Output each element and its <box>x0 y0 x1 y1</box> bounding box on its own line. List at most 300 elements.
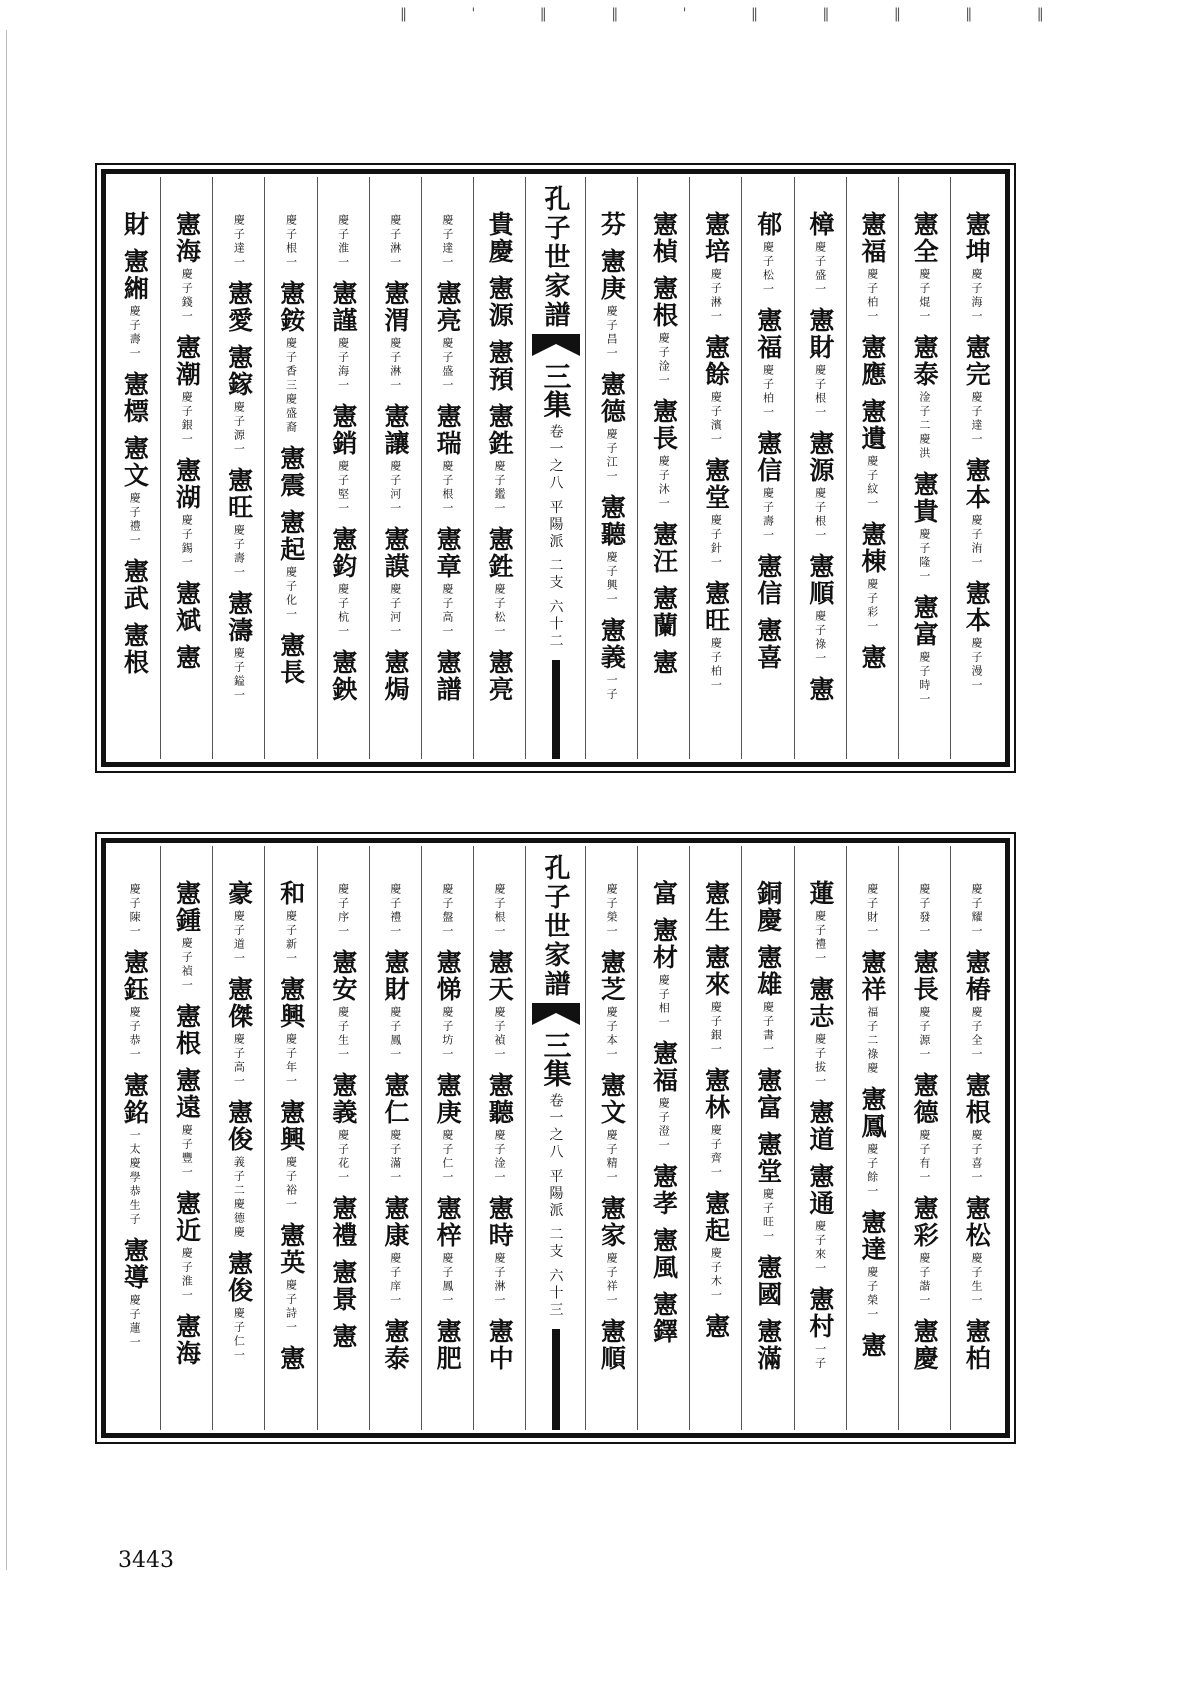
person-name: 憲 <box>172 644 202 671</box>
name-entry <box>911 1318 939 1372</box>
name-entry <box>121 1237 149 1350</box>
name-entry <box>277 976 305 1089</box>
chapter-info: 卷一之八 平陽派 二支 六十二 <box>547 424 564 651</box>
person-name: 憲瑞 <box>433 403 463 457</box>
genealogy-column <box>585 846 637 1430</box>
lineage-note: 慶子本一 <box>605 1006 619 1062</box>
lineage-note: 慶子盛一 <box>440 337 454 393</box>
person-name: 憲英 <box>276 1222 306 1276</box>
genealogy-column <box>950 177 1002 759</box>
lineage-note: 慶子時一 <box>917 651 931 707</box>
name-entry <box>963 457 991 570</box>
lineage-note: 慶子壽一 <box>128 305 142 361</box>
lineage-note: 慶子錫一 <box>180 514 194 570</box>
person-name: 憲鈺 <box>120 949 150 1003</box>
lineage-note: 慶子壽一 <box>232 524 246 580</box>
name-entry <box>232 211 245 270</box>
name-entry <box>650 1291 678 1345</box>
name-entry <box>329 1323 357 1350</box>
genealogy-column <box>160 846 212 1430</box>
person-name: 憲松 <box>962 1195 992 1249</box>
lineage-note: 慶子高一 <box>440 583 454 639</box>
lineage-note: 慶子淋一 <box>388 337 402 393</box>
name-entry <box>598 248 626 361</box>
name-entry <box>650 521 678 575</box>
person-name: 憲順 <box>597 1318 627 1372</box>
name-entry <box>486 1318 514 1372</box>
name-entry <box>650 275 678 388</box>
lineage-note: 慶子海一 <box>970 268 984 324</box>
name-entry <box>381 526 409 639</box>
person-name: 憲震 <box>276 445 306 499</box>
person-name: 憲銷 <box>328 403 358 457</box>
person-name: 憲財 <box>805 307 835 361</box>
lineage-note: 慶子淋一 <box>388 214 402 270</box>
person-name: 憲義 <box>328 1072 358 1126</box>
name-entry <box>381 949 409 1062</box>
person-name: 憲鉎 <box>485 403 515 457</box>
name-entry <box>858 398 886 511</box>
lineage-note: 慶子昌一 <box>605 305 619 361</box>
genealogy-column <box>898 177 950 759</box>
person-name: 憲道 <box>805 1099 835 1153</box>
person-name: 憲潮 <box>172 334 202 388</box>
lineage-note: 一子 <box>605 674 619 702</box>
lineage-note: 慶子蓮一 <box>128 1294 142 1350</box>
lineage-note: 慶子柏一 <box>709 637 723 693</box>
person-name: 憲仁 <box>380 1072 410 1126</box>
lineage-note: 慶子陳一 <box>128 883 142 939</box>
person-name: 憲志 <box>805 976 835 1030</box>
person-name: 憲風 <box>649 1227 679 1281</box>
name-entry <box>754 1254 782 1308</box>
name-entry <box>911 1072 939 1185</box>
name-entry <box>173 211 201 324</box>
genealogy-panel-bottom <box>95 832 1016 1444</box>
person-name: 憲家 <box>597 1195 627 1249</box>
name-entry <box>486 649 514 703</box>
lineage-note: 慶子全一 <box>970 1006 984 1062</box>
name-entry <box>329 1195 357 1249</box>
lineage-note: 慶子餘一 <box>865 1143 879 1199</box>
name-entry <box>121 558 149 612</box>
name-entry <box>918 880 931 939</box>
name-entry <box>381 1072 409 1185</box>
name-entry <box>911 594 939 707</box>
lineage-note: 慶子焜一 <box>917 268 931 324</box>
lineage-note: 慶子耀一 <box>970 883 984 939</box>
lineage-note: 慶子旺一 <box>761 1188 775 1244</box>
lineage-note: 福子二祿慶 <box>865 1006 879 1076</box>
person-name: 憲福 <box>857 211 887 265</box>
person-name: 憲堂 <box>701 457 731 511</box>
person-name: 憲柏 <box>962 1318 992 1372</box>
name-entry <box>121 949 149 1062</box>
person-name: 憲俊 <box>224 1099 254 1153</box>
person-name: 和 <box>276 880 306 907</box>
name-entry <box>277 445 305 499</box>
name-entry <box>277 1099 305 1212</box>
person-name: 憲財 <box>380 949 410 1003</box>
name-entry <box>121 371 149 425</box>
name-entry <box>754 1067 782 1121</box>
name-entry <box>754 1131 782 1244</box>
lineage-note: 慶子針一 <box>709 514 723 570</box>
genealogy-column <box>473 177 525 759</box>
lineage-note: 慶子河一 <box>388 583 402 639</box>
genealogy-column <box>846 177 898 759</box>
name-entry <box>598 1318 626 1372</box>
name-entry <box>277 1222 305 1335</box>
person-name: 憲鍾 <box>172 880 202 934</box>
name-entry <box>650 585 678 639</box>
person-name: 財 <box>120 211 150 238</box>
left-edge-line <box>6 30 7 1570</box>
person-name: 憲貴 <box>910 471 940 525</box>
lineage-note: 慶子根一 <box>813 487 827 543</box>
lineage-note: 慶子壽一 <box>761 487 775 543</box>
name-entry <box>702 944 730 1057</box>
black-bar <box>552 1329 560 1430</box>
person-name: 豪 <box>224 880 254 907</box>
lineage-note: 慶子禮一 <box>813 910 827 966</box>
person-name: 憲林 <box>701 1067 731 1121</box>
person-name: 憲信 <box>753 553 783 607</box>
lineage-note: 慶子禮一 <box>388 883 402 939</box>
genealogy-column <box>421 846 473 1430</box>
person-name: 憲近 <box>172 1190 202 1244</box>
name-entry <box>754 944 782 1057</box>
person-name: 憲庚 <box>433 1072 463 1126</box>
person-name: 憲根 <box>649 275 679 329</box>
center-title-column <box>525 846 585 1430</box>
lineage-note: 慶子諧一 <box>917 1252 931 1308</box>
name-entry <box>434 403 462 516</box>
person-name: 樟 <box>805 211 835 238</box>
name-entry <box>754 617 782 671</box>
lineage-note: 慶子江一 <box>605 428 619 484</box>
name-entry <box>858 1332 886 1359</box>
person-name: 憲本 <box>962 580 992 634</box>
person-name: 憲源 <box>805 430 835 484</box>
genealogy-column <box>473 846 525 1430</box>
person-name: 郁 <box>753 211 783 238</box>
person-name: 憲譜 <box>433 649 463 703</box>
genealogy-column <box>637 846 689 1430</box>
person-name: 憲悌 <box>433 949 463 1003</box>
person-name: 憲起 <box>701 1190 731 1244</box>
person-name: 憲銨 <box>276 280 306 334</box>
name-entry <box>702 457 730 570</box>
person-name: 憲章 <box>433 526 463 580</box>
name-entry <box>858 521 886 634</box>
name-entry <box>702 580 730 693</box>
name-entry <box>329 949 357 1062</box>
lineage-note: 慶子拔一 <box>813 1033 827 1089</box>
person-name: 憲泰 <box>380 1318 410 1372</box>
lineage-note: 慶子有一 <box>917 1129 931 1185</box>
name-entry <box>806 880 834 966</box>
name-entry <box>806 1163 834 1276</box>
person-name: 憲興 <box>276 1099 306 1153</box>
lineage-note: 慶子序一 <box>336 883 350 939</box>
name-entry <box>806 676 834 703</box>
genealogy-column <box>369 177 421 759</box>
name-entry <box>434 1195 462 1308</box>
person-name: 芬 <box>597 211 627 238</box>
person-name: 憲芝 <box>597 949 627 1003</box>
genealogy-column <box>421 177 473 759</box>
person-name: 憲亮 <box>485 649 515 703</box>
name-entry <box>806 1286 834 1371</box>
genealogy-column <box>950 846 1002 1430</box>
name-entry <box>381 280 409 393</box>
name-entry <box>650 880 678 907</box>
lineage-note: 慶子禎一 <box>493 1006 507 1062</box>
name-entry <box>702 1067 730 1180</box>
person-name: 憲楨 <box>649 211 679 265</box>
name-entry <box>963 580 991 693</box>
book-title: 孔子世家譜 <box>540 185 570 330</box>
name-entry <box>754 1318 782 1372</box>
lineage-note: 慶子坊一 <box>440 1006 454 1062</box>
lineage-note: 慶子發一 <box>917 883 931 939</box>
lineage-note: 慶子祿一 <box>813 610 827 666</box>
person-name: 蓮 <box>805 880 835 907</box>
person-name: 憲俊 <box>224 1250 254 1304</box>
person-name: 憲滿 <box>753 1318 783 1372</box>
name-entry <box>381 649 409 703</box>
name-entry <box>866 880 879 939</box>
person-name: 憲聽 <box>597 494 627 548</box>
person-name: 憲源 <box>485 275 515 329</box>
lineage-note: 慶子根一 <box>440 460 454 516</box>
lineage-note: 慶子根一 <box>284 214 298 270</box>
genealogy-column <box>794 177 846 759</box>
person-name: 憲全 <box>910 211 940 265</box>
person-name: 憲禮 <box>328 1195 358 1249</box>
name-entry <box>650 398 678 511</box>
person-name: 憲 <box>276 1345 306 1372</box>
lineage-note: 慶子庠一 <box>388 1252 402 1308</box>
lineage-note: 慶子盛一 <box>813 241 827 297</box>
lineage-note: 慶子洧一 <box>970 514 984 570</box>
person-name: 憲時 <box>485 1195 515 1249</box>
genealogy-column <box>369 846 421 1430</box>
name-entry <box>598 211 626 238</box>
person-name: 憲祥 <box>857 949 887 1003</box>
lineage-note: 慶子淮一 <box>336 214 350 270</box>
name-entry <box>963 1072 991 1185</box>
name-entry <box>858 949 886 1076</box>
lineage-note: 慶子生一 <box>336 1006 350 1062</box>
name-entry <box>225 280 253 334</box>
name-entry <box>858 334 886 388</box>
lineage-note: 慶子沐一 <box>657 455 671 511</box>
name-entry <box>173 1190 201 1303</box>
lineage-note: 慶子木一 <box>709 1247 723 1303</box>
name-entry <box>486 1072 514 1185</box>
lineage-note: 慶子滿一 <box>388 1129 402 1185</box>
name-entry <box>173 644 201 671</box>
person-name: 憲汪 <box>649 521 679 575</box>
lineage-note: 慶子柏一 <box>761 364 775 420</box>
name-entry <box>486 526 514 639</box>
person-name: 憲來 <box>701 944 731 998</box>
lineage-note: 慶子銀一 <box>709 1001 723 1057</box>
lineage-note: 慶子恭一 <box>128 1006 142 1062</box>
name-entry <box>911 1195 939 1308</box>
person-name: 憲標 <box>120 371 150 425</box>
name-entry <box>858 644 886 671</box>
person-name: 憲亮 <box>433 280 463 334</box>
lineage-note: 慶子海一 <box>336 337 350 393</box>
genealogy-column <box>741 177 793 759</box>
person-name: 憲鎵 <box>224 344 254 398</box>
name-entry <box>911 211 939 324</box>
lineage-note: 慶子化一 <box>284 566 298 622</box>
name-entry <box>806 553 834 666</box>
person-name: 憲彩 <box>910 1195 940 1249</box>
lineage-note: 慶子松一 <box>761 241 775 297</box>
name-entry <box>650 649 678 676</box>
person-name: 憲肥 <box>433 1318 463 1372</box>
name-entry <box>702 334 730 447</box>
person-name: 憲慶 <box>910 1318 940 1372</box>
genealogy-column <box>898 846 950 1430</box>
lineage-note: 慶子松一 <box>493 583 507 639</box>
person-name: 憲鈞 <box>328 526 358 580</box>
name-entry <box>434 949 462 1062</box>
person-name: 憲旺 <box>701 580 731 634</box>
lineage-note: 慶子榮一 <box>865 1266 879 1322</box>
name-entry <box>277 880 305 966</box>
person-name: 憲景 <box>328 1259 358 1313</box>
name-entry <box>173 1003 201 1057</box>
name-entry <box>486 949 514 1062</box>
name-entry <box>225 880 253 966</box>
name-entry <box>381 1195 409 1308</box>
person-name: 憲 <box>857 1332 887 1359</box>
name-entry <box>277 1345 305 1372</box>
name-entry <box>284 211 297 270</box>
lineage-note: 慶子鎰一 <box>232 647 246 703</box>
genealogy-column <box>264 177 316 759</box>
person-name: 憲導 <box>120 1237 150 1291</box>
fish-tail-mark-icon <box>532 1003 580 1027</box>
name-entry <box>441 880 454 939</box>
name-entry <box>598 494 626 607</box>
name-entry <box>754 430 782 543</box>
lineage-note: 慶子銀一 <box>180 391 194 447</box>
name-entry <box>806 211 834 297</box>
name-entry <box>441 211 454 270</box>
name-entry <box>486 211 514 265</box>
person-name: 憲中 <box>485 1318 515 1372</box>
person-name: 憲德 <box>597 371 627 425</box>
person-name: 銅慶 <box>753 880 783 934</box>
name-entry <box>754 880 782 934</box>
person-name: 憲福 <box>753 307 783 361</box>
person-name: 憲海 <box>172 1313 202 1367</box>
name-entry <box>173 457 201 570</box>
person-name: 憲根 <box>172 1003 202 1057</box>
person-name: 憲焗 <box>380 649 410 703</box>
black-bar <box>552 660 560 759</box>
name-entry <box>173 880 201 993</box>
lineage-note: 慶子榮一 <box>605 883 619 939</box>
genealogy-column <box>109 177 160 759</box>
chapter-info: 卷一之八 平陽派 二支 六十三 <box>547 1093 564 1320</box>
person-name: 憲喜 <box>753 617 783 671</box>
lineage-note: 慶子財一 <box>865 883 879 939</box>
name-entry <box>970 880 983 939</box>
lineage-note: 慶子淋一 <box>493 1252 507 1308</box>
person-name: 憲通 <box>805 1163 835 1217</box>
name-entry <box>598 617 626 702</box>
lineage-note: 慶子根一 <box>813 364 827 420</box>
name-entry <box>858 1209 886 1322</box>
lineage-note: 慶子喜一 <box>970 1129 984 1185</box>
lineage-note: 一子 <box>813 1343 827 1371</box>
lineage-note: 慶子達一 <box>440 214 454 270</box>
genealogy-panel-top <box>95 163 1016 773</box>
person-name: 憲堂 <box>753 1131 783 1185</box>
lineage-note: 慶子錢一 <box>180 268 194 324</box>
name-entry <box>858 211 886 324</box>
name-entry <box>329 1072 357 1185</box>
genealogy-column <box>109 846 160 1430</box>
lineage-note: 慶子鳳一 <box>440 1252 454 1308</box>
name-entry <box>963 949 991 1062</box>
person-name: 憲鉎 <box>485 526 515 580</box>
name-entry <box>806 1099 834 1153</box>
person-name: 憲福 <box>649 1040 679 1094</box>
name-entry <box>650 211 678 265</box>
person-name: 憲康 <box>380 1195 410 1249</box>
person-name: 憲文 <box>597 1072 627 1126</box>
page-number: 3443 <box>118 1548 174 1573</box>
person-name: 憲富 <box>910 594 940 648</box>
person-name: 憲庚 <box>597 248 627 302</box>
person-name: 憲本 <box>962 457 992 511</box>
person-name: 憲 <box>701 1313 731 1340</box>
person-name: 憲培 <box>701 211 731 265</box>
name-entry <box>389 211 402 270</box>
person-name: 憲應 <box>857 334 887 388</box>
name-entry <box>702 1313 730 1340</box>
genealogy-column <box>212 177 264 759</box>
lineage-note: 慶子河一 <box>388 460 402 516</box>
person-name: 貴慶 <box>485 211 515 265</box>
name-entry <box>173 334 201 447</box>
person-name: 憲長 <box>910 949 940 1003</box>
name-entry <box>434 649 462 703</box>
person-name: 憲材 <box>649 917 679 971</box>
person-name: 憲 <box>857 644 887 671</box>
genealogy-column <box>160 177 212 759</box>
name-entry <box>754 307 782 420</box>
name-entry <box>486 339 514 393</box>
name-entry <box>911 949 939 1062</box>
name-entry <box>598 371 626 484</box>
lineage-note: 淦子二慶洪 <box>917 391 931 461</box>
name-entry <box>650 917 678 1030</box>
person-name: 憲坤 <box>962 211 992 265</box>
lineage-note: 慶子詩一 <box>284 1279 298 1335</box>
person-name: 憲鉠 <box>328 649 358 703</box>
lineage-note: 慶子來一 <box>813 1220 827 1276</box>
